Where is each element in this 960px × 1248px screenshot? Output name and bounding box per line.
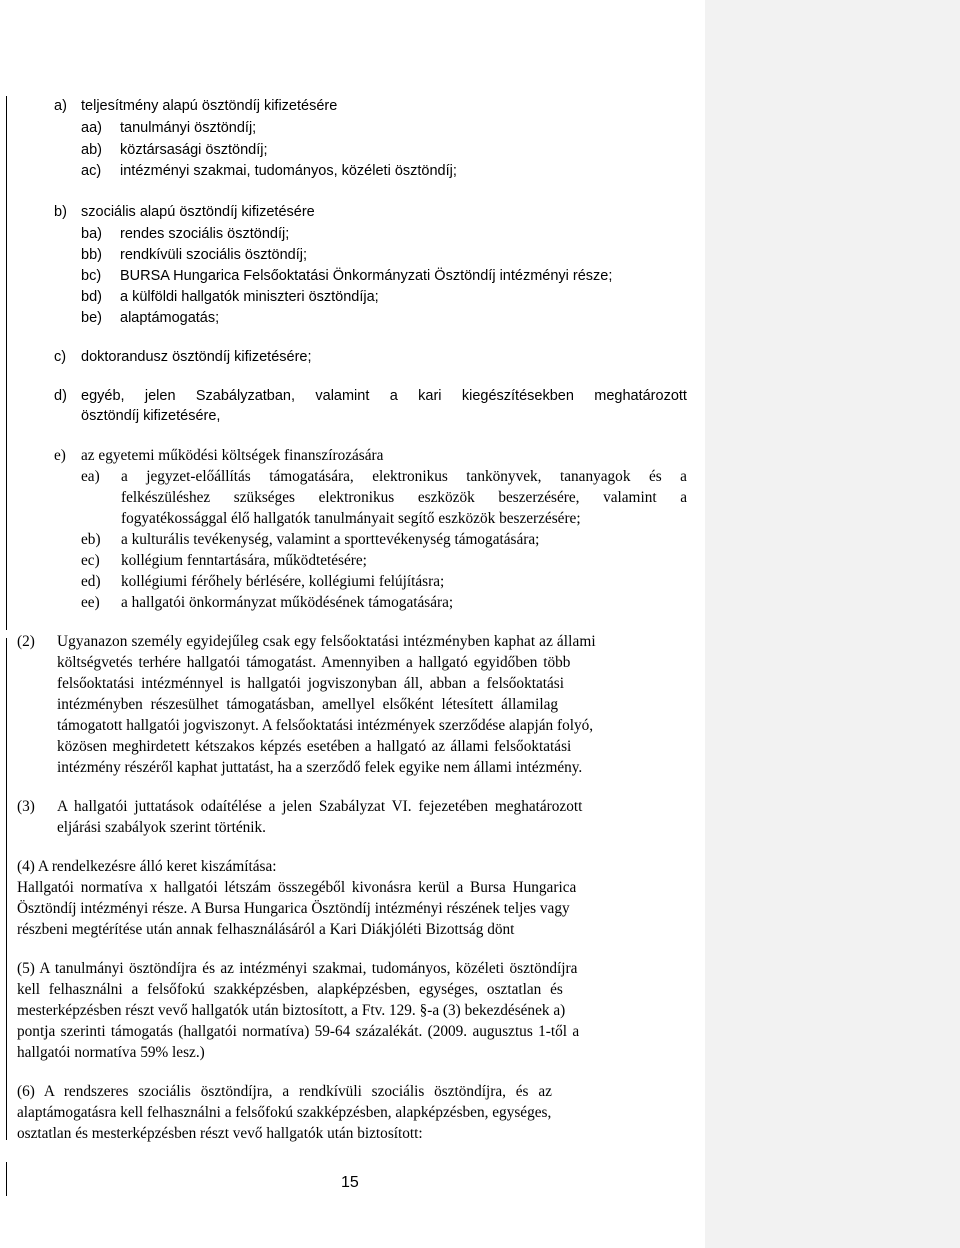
paragraph-number: (2) xyxy=(17,633,35,650)
paragraph-4-line3 xyxy=(17,899,570,919)
paragraph-text: mesterképzésben részt vevő hallgatók után biztosított, a Ftv. 129. §-a (3) bekezdésének a) xyxy=(17,1002,566,1019)
list-text: doktorandusz ösztöndíj kifizetésére; xyxy=(81,349,312,365)
word: beszerzésére, xyxy=(498,489,580,506)
paragraph-text: támogatott hallgatói jogviszonyt. A felsőoktatási intézmények szerződése alapján folyó, xyxy=(57,717,594,734)
paragraph-6-line3 xyxy=(17,1124,423,1144)
list-text: tanulmányi ösztöndíj; xyxy=(120,120,257,136)
word: tankönyvek, xyxy=(466,468,542,485)
paragraph-text: alaptámogatásra kell felhasználni a felsőfokú szakképzésben, alapképzésben, egységes, xyxy=(17,1104,552,1121)
list-label: ac) xyxy=(81,163,102,179)
list-label: ee) xyxy=(81,594,100,611)
paragraph-5-line1 xyxy=(17,959,577,979)
comment-margin-panel xyxy=(705,0,960,1248)
list-label: bb) xyxy=(81,247,102,263)
paragraph-5-line4 xyxy=(17,1022,579,1042)
list-label: d) xyxy=(54,388,67,404)
word: eszközök xyxy=(417,489,475,506)
paragraph-3-label xyxy=(17,797,35,817)
word: Szabályzatban, xyxy=(195,388,296,404)
word: elektronikus xyxy=(372,468,448,485)
list-text: kollégium fenntartására, működtetésére; xyxy=(121,552,367,569)
paragraph-text: Ugyanazon személy egyidejűleg csak egy felsőoktatási intézményben kaphat az állami xyxy=(57,633,596,650)
word: kari xyxy=(418,388,442,404)
word: és xyxy=(648,468,662,485)
paragraph-text: költségvetés terhére hallgatói támogatást. Amennyiben a hallgató egyidőben több xyxy=(57,654,571,671)
list-label: a) xyxy=(54,98,67,114)
list-text: köztársasági ösztöndíj; xyxy=(120,142,268,158)
list-text: a kulturális tevékenység, valamint a sporttevékenység támogatására; xyxy=(121,531,540,548)
list-label: ab) xyxy=(81,142,102,158)
paragraph-text: felsőoktatási intézménnyel is hallgatói jogviszonyban áll, abban a felsőoktatási xyxy=(57,675,564,692)
list-label: e) xyxy=(54,447,66,464)
paragraph-text: Ösztöndíj intézményi része. A Bursa Hungarica Ösztöndíj intézményi részének teljes vagy xyxy=(17,900,570,917)
paragraph-2-label xyxy=(17,632,35,652)
word: a xyxy=(389,388,398,404)
paragraph-text: osztatlan és mesterképzésben részt vevő hallgatók után biztosított: xyxy=(17,1125,423,1142)
list-text: a külföldi hallgatók miniszteri ösztöndíja; xyxy=(120,289,379,305)
list-label: ba) xyxy=(81,226,102,242)
list-label: c) xyxy=(54,349,67,365)
paragraph-text: pontja szerinti támogatás (hallgatói normatíva) 59-64 százalékát. (2009. augusztus 1-től a xyxy=(17,1023,580,1040)
paragraph-3-line2 xyxy=(57,818,266,838)
paragraph-text: kell felhasználni a felsőfokú szakképzésben, alapképzésben, egységes, osztatlan és xyxy=(17,981,563,998)
paragraph-2-line2 xyxy=(57,653,687,673)
word: szükséges xyxy=(233,489,295,506)
paragraph-2-line6 xyxy=(57,737,571,757)
word: a xyxy=(121,468,128,485)
list-text: intézményi szakmai, tudományos, közéleti ösztöndíj; xyxy=(120,163,457,179)
paragraph-text: Hallgatói normatíva x hallgatói létszám összegéből kivonásra kerül a Bursa Hungarica xyxy=(17,879,577,896)
list-label: aa) xyxy=(81,120,102,136)
list-label: eb) xyxy=(81,531,101,548)
list-text: szociális alapú ösztöndíj kifizetésére xyxy=(81,204,315,220)
list-text: az egyetemi működési költségek finanszírozására xyxy=(81,447,384,464)
word: elektronikus xyxy=(318,489,395,506)
paragraph-2-line7 xyxy=(57,758,582,778)
list-text: alaptámogatás; xyxy=(120,310,220,326)
list-label: be) xyxy=(81,310,102,326)
paragraph-4-line4 xyxy=(17,920,514,940)
word: valamint xyxy=(315,388,370,404)
paragraph-3-line1 xyxy=(57,797,582,817)
list-label: ed) xyxy=(81,573,101,590)
word: valamint xyxy=(603,489,657,506)
word: tananyagok xyxy=(559,468,631,485)
word: egyéb, xyxy=(81,388,125,404)
word: jelen xyxy=(144,388,176,404)
list-text: BURSA Hungarica Felsőoktatási Önkormányzati Ösztöndíj intézményi része; xyxy=(120,268,613,284)
paragraph-text: részbeni megtérítése után annak felhasználásáról a Kari Diákjóléti Bizottság dönt xyxy=(17,921,515,938)
paragraph-text: eljárási szabályok szerint történik. xyxy=(57,819,266,836)
list-text: rendkívüli szociális ösztöndíj; xyxy=(120,247,307,263)
list-item-ea-line3 xyxy=(121,509,581,529)
paragraph-text: közösen meghirdetett kétszakos képzés esetében a hallgató az állami felsőoktatási xyxy=(57,738,572,755)
paragraph-text: intézmény részéről kaphat juttatást, ha a szerződő felek egyike nem állami intézmény. xyxy=(57,759,583,776)
list-item-ea-label xyxy=(81,467,100,487)
list-label: ec) xyxy=(81,552,100,569)
revision-bar-lower xyxy=(6,638,7,1140)
paragraph-4-line2 xyxy=(17,878,576,898)
paragraph-2-line4 xyxy=(57,695,558,715)
list-label: ea) xyxy=(81,468,100,485)
list-text: a hallgatói önkormányzat működésének támogatására; xyxy=(121,594,454,611)
paragraph-5-line5 xyxy=(17,1043,205,1063)
list-item-d-line1 xyxy=(81,386,687,406)
list-text: teljesítmény alapú ösztöndíj kifizetésére xyxy=(81,98,338,114)
list-label: b) xyxy=(54,204,67,220)
list-item-ea-line2 xyxy=(121,488,687,508)
word: a xyxy=(680,489,687,506)
list-label: bc) xyxy=(81,268,102,284)
paragraph-text: (5) A tanulmányi ösztöndíjra és az intézményi szakmai, tudományos, közéleti ösztöndíjra xyxy=(17,960,578,977)
paragraph-2-line3 xyxy=(57,674,564,694)
paragraph-5-line3 xyxy=(17,1001,565,1021)
paragraph-text: A hallgatói juttatások odaítélése a jelen Szabályzat VI. fejezetében meghatározott xyxy=(57,798,583,815)
word: kiegészítésekben xyxy=(461,388,574,404)
list-text: fogyatékossággal élő hallgatók tanulmányait segítő eszközök beszerzésére; xyxy=(121,510,581,527)
paragraph-2-line5 xyxy=(57,716,593,736)
list-item-ea-line1 xyxy=(121,467,687,487)
paragraph-number: (3) xyxy=(17,798,35,815)
word: meghatározott xyxy=(594,388,687,404)
word: a xyxy=(680,468,687,485)
page-number: 15 xyxy=(341,1174,359,1191)
list-text: rendes szociális ösztöndíj; xyxy=(120,226,290,242)
paragraph-2-line1 xyxy=(57,632,687,652)
revision-bar-upper xyxy=(6,96,7,630)
paragraph-4-line1 xyxy=(17,857,277,877)
word: felkészüléshez xyxy=(121,489,211,506)
paragraph-text: hallgatói normatíva 59% lesz.) xyxy=(17,1044,205,1061)
list-text: ösztöndíj kifizetésére, xyxy=(81,408,221,424)
list-item-d-line2 xyxy=(81,406,220,426)
list-label: bd) xyxy=(81,289,102,305)
word: támogatására, xyxy=(269,468,354,485)
word: jegyzet-előállítás xyxy=(146,468,251,485)
paragraph-text: (4) A rendelkezésre álló keret kiszámítása: xyxy=(17,858,277,875)
paragraph-text: (6) A rendszeres szociális ösztöndíjra, a rendkívüli szociális ösztöndíjra, és az xyxy=(17,1083,552,1100)
footer-revision-mark xyxy=(6,1162,7,1196)
paragraph-text: intézményben részesülhet támogatásban, amellyel elsőként létesített államilag xyxy=(57,696,559,713)
paragraph-6-line1 xyxy=(17,1082,552,1102)
list-text: kollégiumi férőhely bérlésére, kollégiumi felújításra; xyxy=(121,573,445,590)
paragraph-5-line2 xyxy=(17,980,563,1000)
paragraph-6-line2 xyxy=(17,1103,551,1123)
